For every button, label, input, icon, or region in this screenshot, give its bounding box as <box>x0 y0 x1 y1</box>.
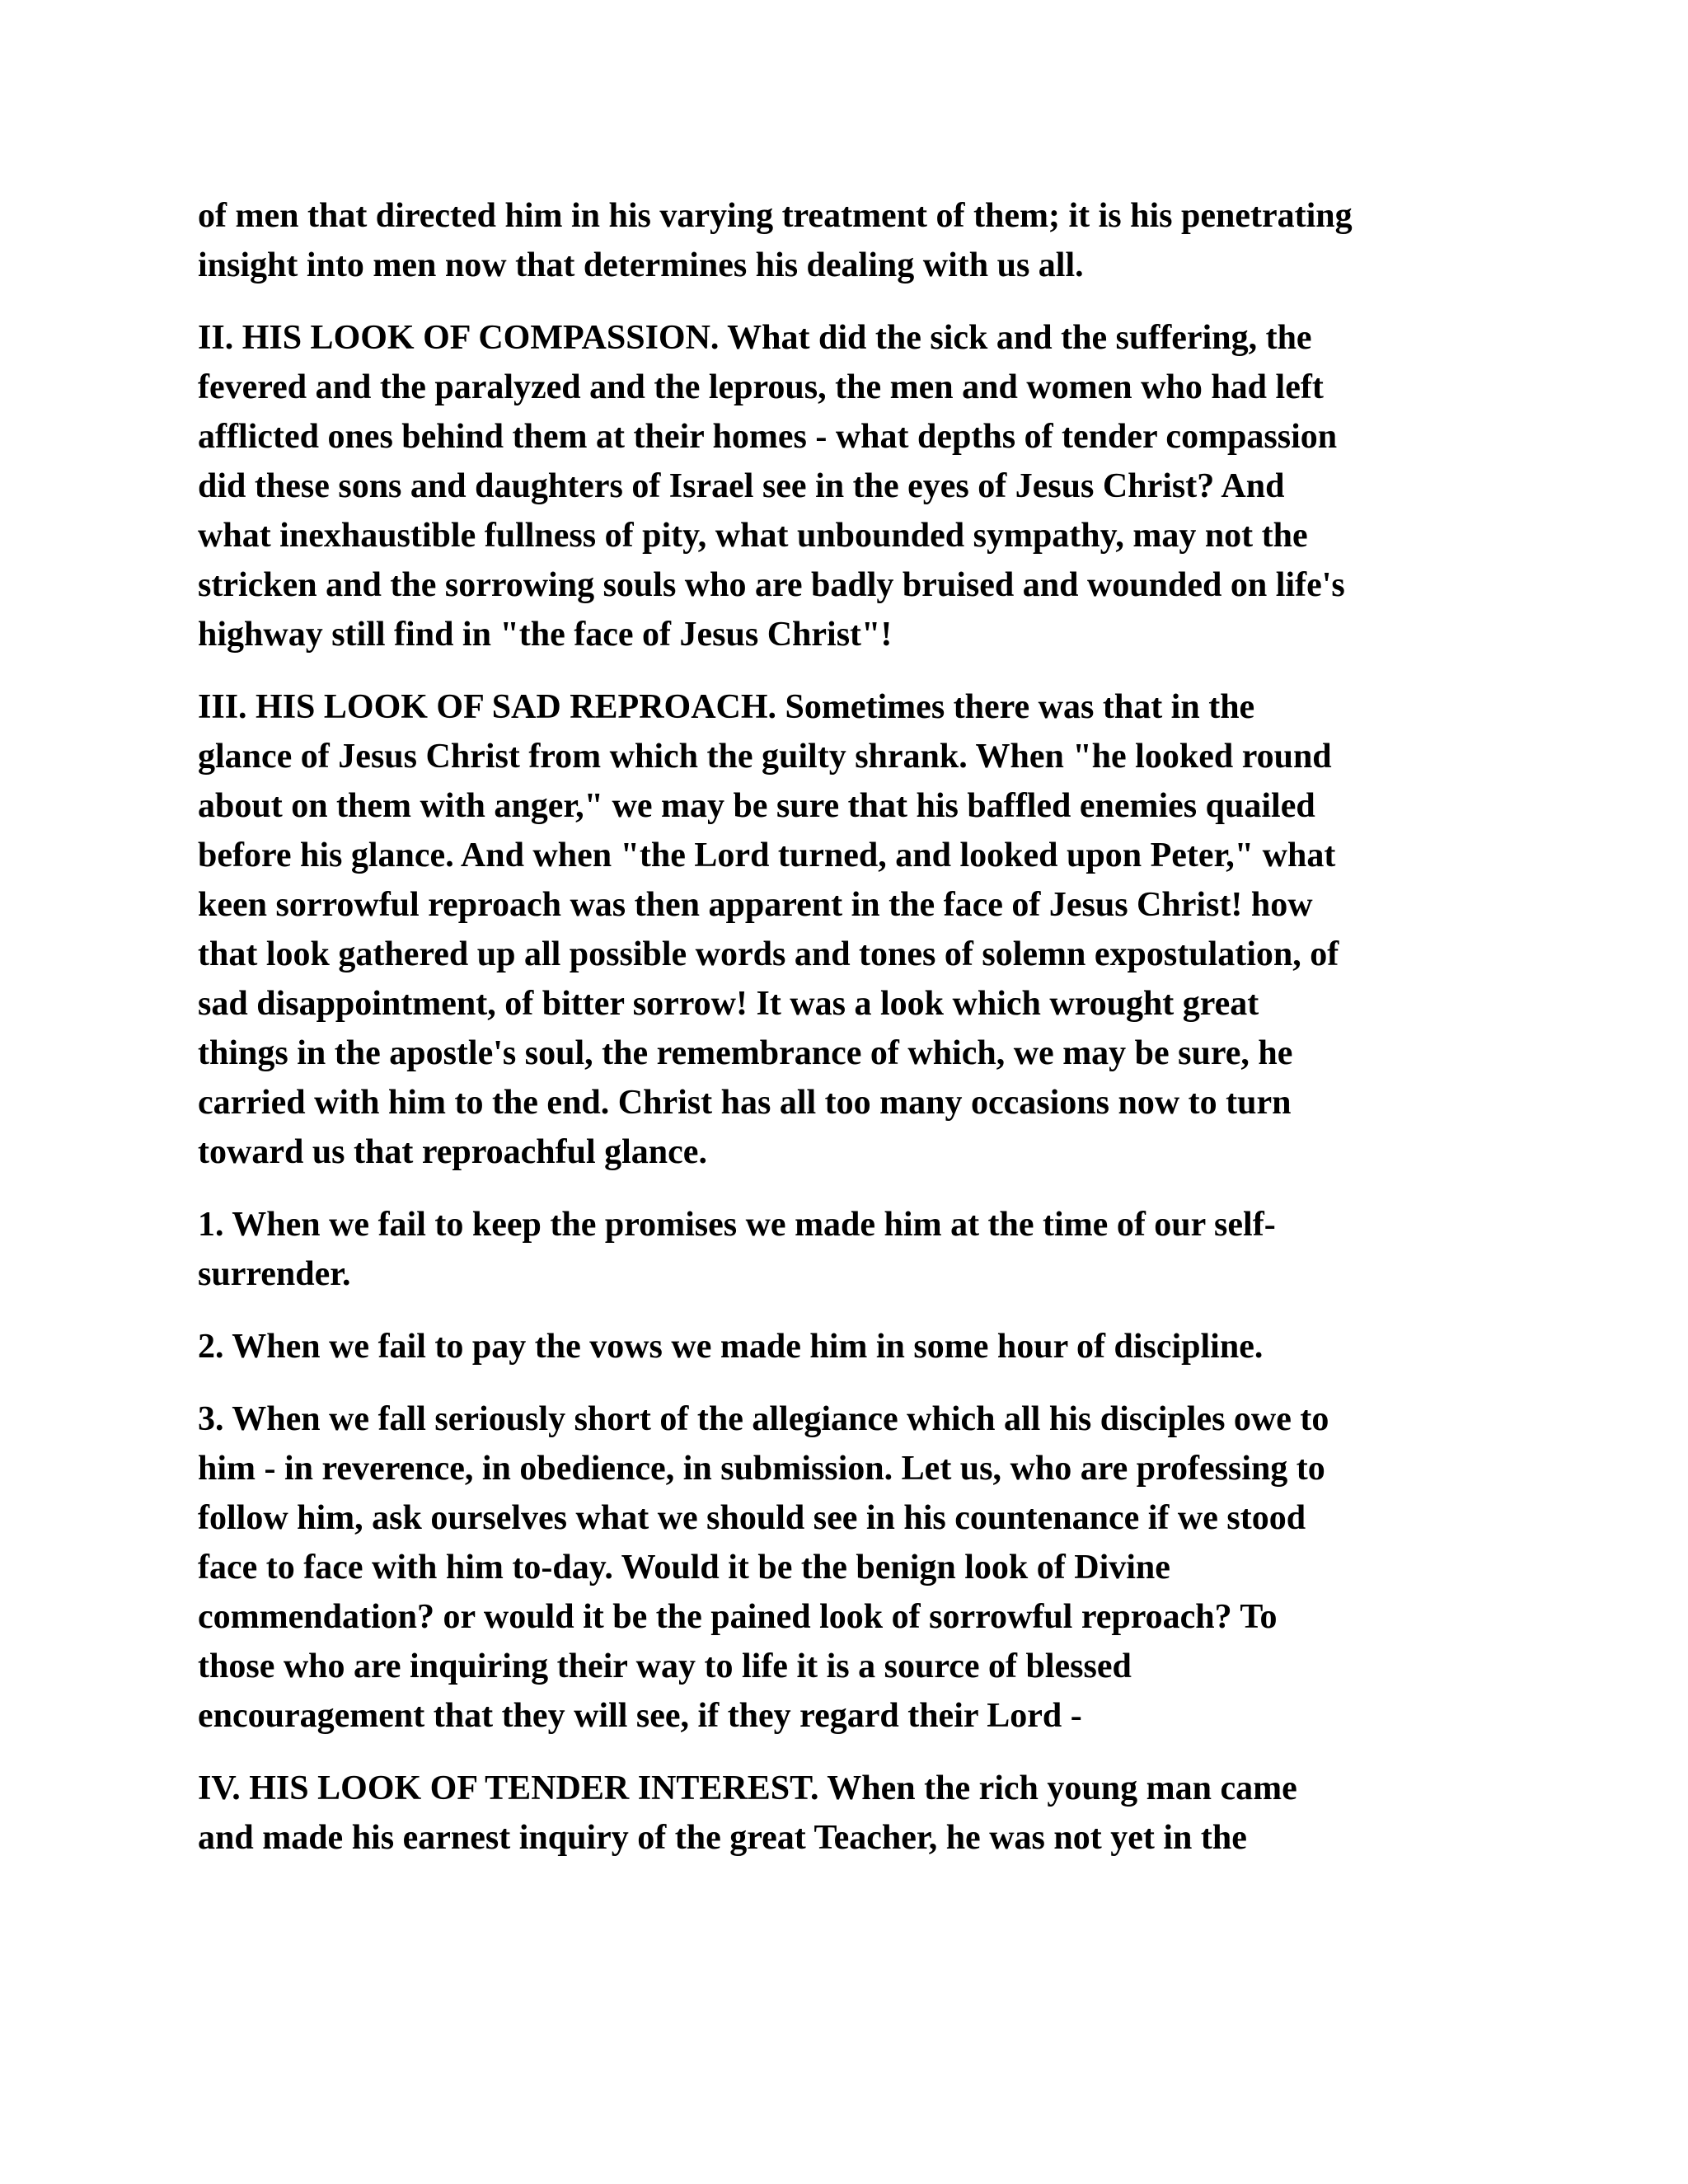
text-line: encouragement that they will see, if they regard their Lord - <box>198 1697 1082 1735</box>
paragraph-4 <box>198 1200 1517 1299</box>
page-body <box>198 191 1517 1863</box>
text-line: IV. HIS LOOK OF TENDER INTEREST. When the rich young man came <box>198 1769 1297 1807</box>
text-line: did these sons and daughters of Israel see in the eyes of Jesus Christ? And <box>198 467 1285 505</box>
paragraph-6 <box>198 1394 1517 1741</box>
text-line: toward us that reproachful glance. <box>198 1133 707 1171</box>
text-line: carried with him to the end. Christ has all too many occasions now to turn <box>198 1084 1292 1122</box>
text-line: before his glance. And when "the Lord turned, and looked upon Peter," what <box>198 837 1336 874</box>
text-line: things in the apostle's soul, the remembrance of which, we may be sure, he <box>198 1034 1293 1072</box>
text-line: follow him, ask ourselves what we should see in his countenance if we stood <box>198 1499 1306 1537</box>
text-line: what inexhaustible fullness of pity, what unbounded sympathy, may not the <box>198 517 1308 555</box>
text-line: 1. When we fail to keep the promises we made him at the time of our self- <box>198 1206 1276 1244</box>
text-line: commendation? or would it be the pained look of sorrowful reproach? To <box>198 1598 1278 1636</box>
text-line: and made his earnest inquiry of the great Teacher, he was not yet in the <box>198 1819 1247 1857</box>
text-line: insight into men now that determines his dealing with us all. <box>198 246 1084 284</box>
paragraph-1 <box>198 191 1517 290</box>
text-line: him - in reverence, in obedience, in submission. Let us, who are professing to <box>198 1450 1325 1488</box>
text-line: III. HIS LOOK OF SAD REPROACH. Sometimes there was that in the <box>198 688 1255 726</box>
paragraph-2 <box>198 313 1517 659</box>
text-line: those who are inquiring their way to life it is a source of blessed <box>198 1647 1132 1685</box>
text-line: of men that directed him in his varying treatment of them; it is his penetrating <box>198 197 1353 235</box>
text-line: about on them with anger," we may be sure that his baffled enemies quailed <box>198 787 1315 825</box>
text-line: 3. When we fall seriously short of the allegiance which all his disciples owe to <box>198 1400 1329 1438</box>
paragraph-3 <box>198 682 1517 1177</box>
paragraph-5 <box>198 1322 1517 1371</box>
text-line: stricken and the sorrowing souls who are badly bruised and wounded on life's <box>198 566 1345 604</box>
text-line: surrender. <box>198 1255 351 1293</box>
text-line: keen sorrowful reproach was then apparent in the face of Jesus Christ! how <box>198 886 1313 924</box>
paragraph-7 <box>198 1764 1517 1863</box>
text-line: face to face with him to-day. Would it be the benign look of Divine <box>198 1549 1170 1586</box>
text-line: highway still find in "the face of Jesus Christ"! <box>198 616 893 654</box>
text-line: glance of Jesus Christ from which the guilty shrank. When "he looked round <box>198 738 1332 776</box>
text-line: that look gathered up all possible words and tones of solemn expostulation, of <box>198 935 1339 973</box>
text-line: fevered and the paralyzed and the leprous, the men and women who had left <box>198 368 1324 406</box>
text-line: 2. When we fail to pay the vows we made him in some hour of discipline. <box>198 1328 1264 1366</box>
text-line: afflicted ones behind them at their homes - what depths of tender compassion <box>198 418 1338 456</box>
text-line: II. HIS LOOK OF COMPASSION. What did the sick and the suffering, the <box>198 319 1312 357</box>
text-line: sad disappointment, of bitter sorrow! It was a look which wrought great <box>198 985 1259 1023</box>
